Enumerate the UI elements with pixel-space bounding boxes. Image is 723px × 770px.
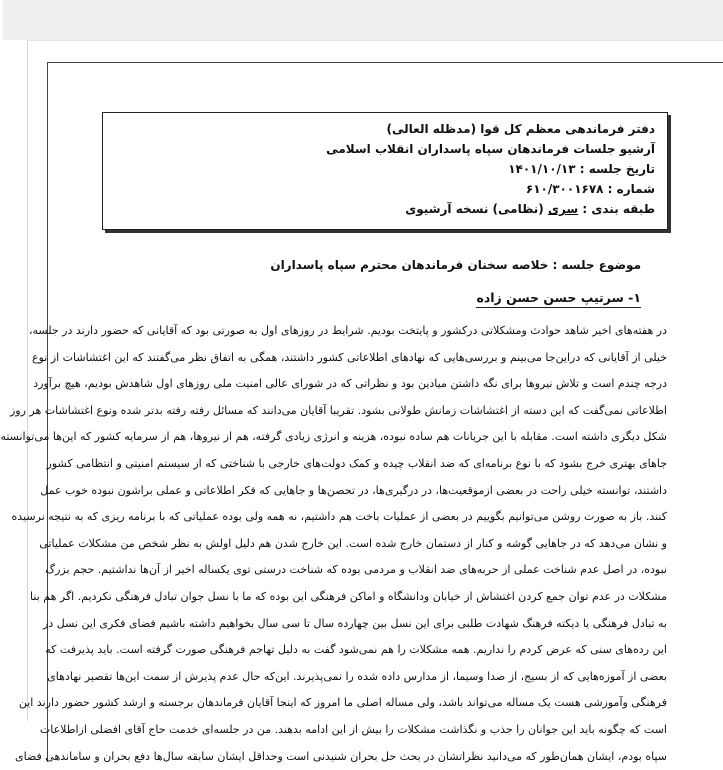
office-title: دفتر فرماندهی معظم کل قوا (مدظله العالی) — [111, 119, 655, 139]
section-title: ۱- سرتیپ حسن حسن زاده — [476, 290, 641, 308]
body-line: خیلی از آقایانی که دراین‌جا می‌بینم و بررسی‌هایی که نهادهای اطلاعاتی کشور داشتند، همگی به اتفاق نظر می‌گفتند که این اغتشاشات از نوع — [61, 345, 667, 372]
body-line: شکل دیگری داشته است. مقابله با این جریانات هم ساده نبوده، هزینه و انرژی زیادی گرفته، هم از نیروها، هم از سرمایه کشور که این‌ها می‌توانسته — [61, 424, 667, 451]
body-line: در هفته‌های اخیر شاهد حوادث ومشکلاتی درکشور و پایتخت بودیم. شرایط در روزهای اول به صورتی بود که آقایانی که حضور دارند در جلسه، — [61, 318, 667, 345]
body-line: کنند. باز به صورت روشن می‌توانیم بگوییم در بعضی از عملیات باخت هم داشتیم، نه همه ولی بوده عملیاتی که با برنامه ریزی که به نتیجه نرسیده — [61, 504, 667, 531]
body-line: است که چگونه باید این جوانان را جذب و نگذاشت مشکلات را بیش از این ادامه بدهند. من در جلسه‌ای خدمت حاج آقای افضلی ازاطلاعات — [61, 717, 667, 744]
classification-label: طبقه بندی : — [578, 202, 655, 216]
meeting-date-value: ۱۴۰۱/۱۰/۱۳ — [508, 162, 575, 176]
meeting-subject: موضوع جلسه : خلاصه سخنان فرماندهان محترم سپاه پاسداران — [270, 258, 641, 272]
body-line: و نشان می‌دهد که در جاهایی گوشه و کنار از دستمان خارج شده است. این خارج شدن هم دلیل اولش به نظر شخص من مشکلات عملیاتی — [61, 531, 667, 558]
meeting-date — [111, 159, 655, 179]
body-line: درجه چندم است و تلاش نیروها برای نگه داشتن میادین بود و نظراتی که در شورای عالی امنیت ملی روزهای اول شاهدش بودیم، هیچ برآورد — [61, 371, 667, 398]
body-line: فرهنگی وآموزشی هست یک مساله می‌تواند باشد، ولی مساله اصلی ما امروز که اینجا آقایان فرماندهان برجسته و ارشد کشور حضور دارند این — [61, 690, 667, 717]
body-line: به تبادل فرهنگی یا دیکته فرهنگ شهادت طلبی برای این نسل بین چهارده سال تا سی سال بخواهیم داشته باشیم فضای فکری این نسل در — [61, 611, 667, 638]
classification — [111, 199, 655, 219]
body-line: بعضی از آموزه‌هایی که از بسیج، از صدا وسیما، از مدارس داده شده را نمی‌پذیرند. این‌که حال عدم پذیرش از سمت این‌ها تقصیر نهادهای — [61, 664, 667, 691]
body-text — [61, 318, 667, 720]
body-line: مشکلات در عدم توان جمع کردن اغتشاش از خیابان ودانشگاه و اماکن فرهنگی این بوده که ما با نسل جوان تبادل فرهنگی نکردیم. اگر هم بنا — [61, 584, 667, 611]
classification-value: سری — [548, 202, 578, 216]
body-line: اطلاعاتی نمی‌گفت که این دسته از اغتشاشات زمانش طولانی بشود. تقریبا آقایان می‌دانند که مسائل رفته رفته بدتر شده ونوع اغتشاشات هر روز — [61, 398, 667, 425]
meeting-date-label: تاریخ جلسه : — [576, 162, 655, 176]
document-header-box — [102, 112, 668, 230]
top-background — [3, 0, 723, 40]
body-line: سپاه بودم، ایشان همان‌طور که می‌دانید نظراتشان در بحث حل بحران شنیدنی است وحداقل ایشان سابقه سال‌ها دفع بحران و ساماندهی فضای — [61, 744, 667, 770]
body-line: جاهای بهتری خرج بشود که با نوع برنامه‌ای که ضد انقلاب چیده و کمک دولت‌های خارجی با شناختی که از سیستم امنیتی و انتظامی کشور — [61, 451, 667, 478]
body-line: نبوده، در اصل عدم شناخت عملی از حربه‌های ضد انقلاب و مردمی بوده که شناخت درستی توی یکساله اخیر از آن‌ها نداشتیم. حجم بزرگ — [61, 557, 667, 584]
classification-suffix: (نظامی) نسخه آرشیوی — [405, 202, 548, 216]
document-number-value: ۶۱۰/۳۰۰۱۶۷۸ — [526, 182, 604, 196]
body-line: داشتند، توانسته خیلی راحت در بعضی ازموقعیت‌ها، در درگیری‌ها، در تحصن‌ها و جاهایی که فکر اطلاعاتی و عملی براشون نبوده خوب عمل — [61, 478, 667, 505]
document-number — [111, 179, 655, 199]
body-line: این رده‌های سنی که عرض کردم را نداریم. همه مشکلات را هم نمی‌شود گفت به دلیل تهاجم فرهنگی صورت گرفته است. باید پذیرفت که — [61, 637, 667, 664]
archive-title: آرشیو جلسات فرماندهان سپاه پاسداران انقلاب اسلامی — [111, 139, 655, 159]
document-number-label: شماره : — [604, 182, 656, 196]
